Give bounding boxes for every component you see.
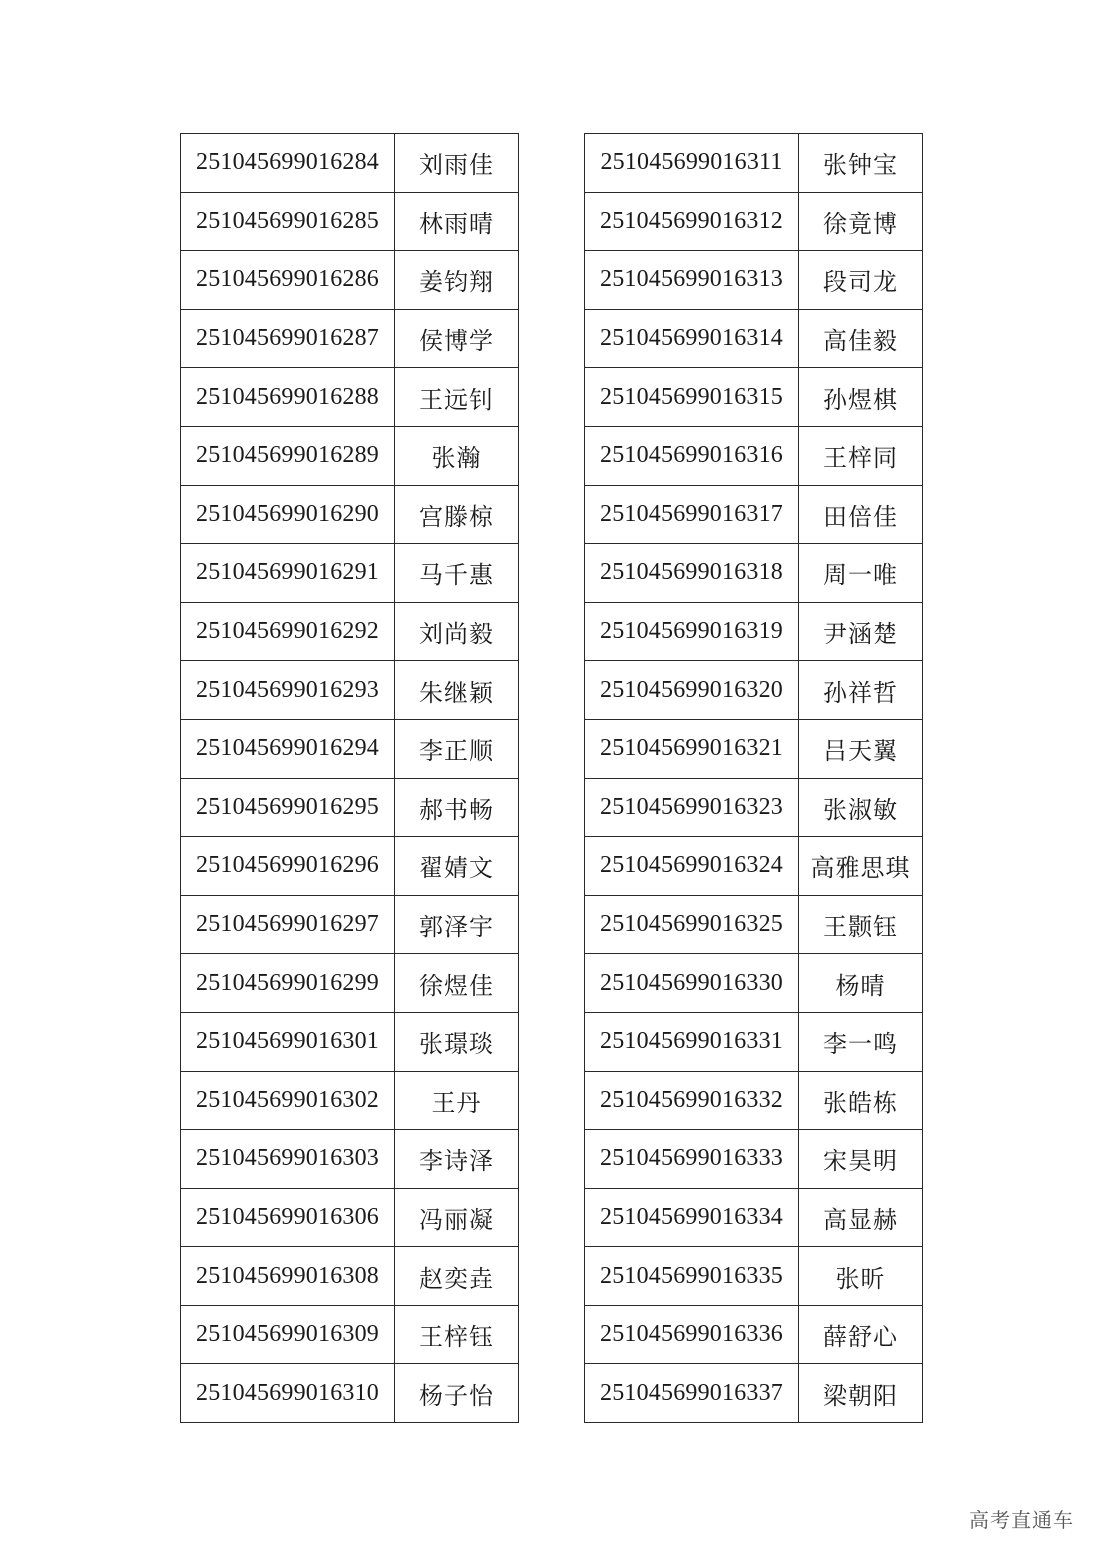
table-row [181,719,519,778]
table-row [585,134,923,193]
table-row [181,1012,519,1071]
table-row [585,1130,923,1189]
candidate-id-cell: 251045699016299 [181,954,395,1013]
candidate-id-cell: 251045699016291 [181,544,395,603]
table-row [181,1188,519,1247]
candidate-name-cell: 赵奕垚 [395,1247,519,1306]
candidate-id-cell: 251045699016293 [181,661,395,720]
candidate-id-cell: 251045699016314 [585,309,799,368]
table-row [585,1305,923,1364]
candidate-id-cell: 251045699016290 [181,485,395,544]
table-row [181,1247,519,1306]
candidate-name-cell: 张淑敏 [799,778,923,837]
candidate-id-cell: 251045699016309 [181,1305,395,1364]
table-row [181,1071,519,1130]
candidate-id-cell: 251045699016334 [585,1188,799,1247]
table-row [181,368,519,427]
table-row [585,661,923,720]
candidate-id-cell: 251045699016308 [181,1247,395,1306]
table-row [181,426,519,485]
candidate-name-cell: 张皓栋 [799,1071,923,1130]
candidate-id-cell: 251045699016294 [181,719,395,778]
candidate-id-cell: 251045699016285 [181,192,395,251]
candidate-id-cell: 251045699016289 [181,426,395,485]
table-row [585,1188,923,1247]
candidate-id-cell: 251045699016325 [585,895,799,954]
candidate-name-cell: 李正顺 [395,719,519,778]
candidate-name-cell: 薛舒心 [799,1305,923,1364]
table-row [585,1071,923,1130]
roster-table-body [181,134,519,1423]
candidate-name-cell: 冯丽凝 [395,1188,519,1247]
candidate-id-cell: 251045699016297 [181,895,395,954]
table-row [181,134,519,193]
table-row [181,309,519,368]
table-row [585,895,923,954]
table-row [181,602,519,661]
table-row [585,1364,923,1423]
candidate-name-cell: 刘尚毅 [395,602,519,661]
table-row [181,1364,519,1423]
table-row [181,778,519,837]
roster-table-body [585,134,923,1423]
candidate-id-cell: 251045699016331 [585,1012,799,1071]
candidate-id-cell: 251045699016315 [585,368,799,427]
table-row [585,192,923,251]
candidate-name-cell: 徐煜佳 [395,954,519,1013]
table-row [585,778,923,837]
candidate-id-cell: 251045699016330 [585,954,799,1013]
candidate-id-cell: 251045699016316 [585,426,799,485]
table-row [181,544,519,603]
table-row [181,1305,519,1364]
roster-table-right [584,133,923,1423]
candidate-name-cell: 王梓钰 [395,1305,519,1364]
candidate-id-cell: 251045699016318 [585,544,799,603]
candidate-name-cell: 王颢钰 [799,895,923,954]
table-row [181,251,519,310]
candidate-id-cell: 251045699016284 [181,134,395,193]
candidate-name-cell: 张昕 [799,1247,923,1306]
table-row [181,954,519,1013]
candidate-id-cell: 251045699016312 [585,192,799,251]
candidate-id-cell: 251045699016317 [585,485,799,544]
table-row [585,368,923,427]
watermark-text: 高考直通车 [969,1508,1074,1532]
candidate-name-cell: 田倍佳 [799,485,923,544]
candidate-name-cell: 郝书畅 [395,778,519,837]
candidate-id-cell: 251045699016337 [585,1364,799,1423]
candidate-name-cell: 梁朝阳 [799,1364,923,1423]
candidate-id-cell: 251045699016301 [181,1012,395,1071]
candidate-id-cell: 251045699016323 [585,778,799,837]
table-row [181,192,519,251]
candidate-id-cell: 251045699016336 [585,1305,799,1364]
candidate-name-cell: 郭泽宇 [395,895,519,954]
candidate-name-cell: 周一唯 [799,544,923,603]
table-row [181,661,519,720]
candidate-id-cell: 251045699016303 [181,1130,395,1189]
table-row [585,1012,923,1071]
candidate-id-cell: 251045699016333 [585,1130,799,1189]
table-row [585,426,923,485]
candidate-id-cell: 251045699016313 [585,251,799,310]
candidate-name-cell: 尹涵楚 [799,602,923,661]
table-row [585,602,923,661]
candidate-id-cell: 251045699016306 [181,1188,395,1247]
candidate-name-cell: 李一鸣 [799,1012,923,1071]
candidate-id-cell: 251045699016332 [585,1071,799,1130]
candidate-name-cell: 徐竟博 [799,192,923,251]
roster-table-left [180,133,519,1423]
table-row [585,309,923,368]
candidate-name-cell: 高雅思琪 [799,837,923,896]
candidate-id-cell: 251045699016321 [585,719,799,778]
candidate-name-cell: 林雨晴 [395,192,519,251]
candidate-id-cell: 251045699016295 [181,778,395,837]
table-row [181,485,519,544]
table-row [585,1247,923,1306]
candidate-name-cell: 姜钧翔 [395,251,519,310]
table-row [181,837,519,896]
candidate-id-cell: 251045699016311 [585,134,799,193]
table-row [585,485,923,544]
table-row [181,895,519,954]
candidate-name-cell: 朱继颖 [395,661,519,720]
candidate-name-cell: 宋昊明 [799,1130,923,1189]
candidate-name-cell: 孙祥哲 [799,661,923,720]
table-row [585,251,923,310]
candidate-id-cell: 251045699016288 [181,368,395,427]
candidate-name-cell: 吕天翼 [799,719,923,778]
candidate-id-cell: 251045699016287 [181,309,395,368]
candidate-name-cell: 杨子怡 [395,1364,519,1423]
candidate-name-cell: 高佳毅 [799,309,923,368]
table-row [585,837,923,896]
candidate-name-cell: 张钟宝 [799,134,923,193]
candidate-name-cell: 高显赫 [799,1188,923,1247]
candidate-id-cell: 251045699016292 [181,602,395,661]
table-row [585,544,923,603]
table-row [585,719,923,778]
candidate-id-cell: 251045699016335 [585,1247,799,1306]
candidate-name-cell: 刘雨佳 [395,134,519,193]
candidate-id-cell: 251045699016286 [181,251,395,310]
candidate-name-cell: 翟婧文 [395,837,519,896]
candidate-name-cell: 李诗泽 [395,1130,519,1189]
candidate-id-cell: 251045699016296 [181,837,395,896]
candidate-id-cell: 251045699016319 [585,602,799,661]
candidate-name-cell: 王丹 [395,1071,519,1130]
candidate-name-cell: 孙煜棋 [799,368,923,427]
candidate-name-cell: 王梓同 [799,426,923,485]
candidate-name-cell: 王远钊 [395,368,519,427]
candidate-id-cell: 251045699016324 [585,837,799,896]
candidate-id-cell: 251045699016320 [585,661,799,720]
candidate-name-cell: 马千惠 [395,544,519,603]
table-row [585,954,923,1013]
candidate-name-cell: 段司龙 [799,251,923,310]
candidate-id-cell: 251045699016302 [181,1071,395,1130]
candidate-name-cell: 张瀚 [395,426,519,485]
candidate-name-cell: 张璟琰 [395,1012,519,1071]
candidate-id-cell: 251045699016310 [181,1364,395,1423]
table-row [181,1130,519,1189]
candidate-name-cell: 杨晴 [799,954,923,1013]
candidate-name-cell: 宫滕椋 [395,485,519,544]
candidate-name-cell: 侯博学 [395,309,519,368]
